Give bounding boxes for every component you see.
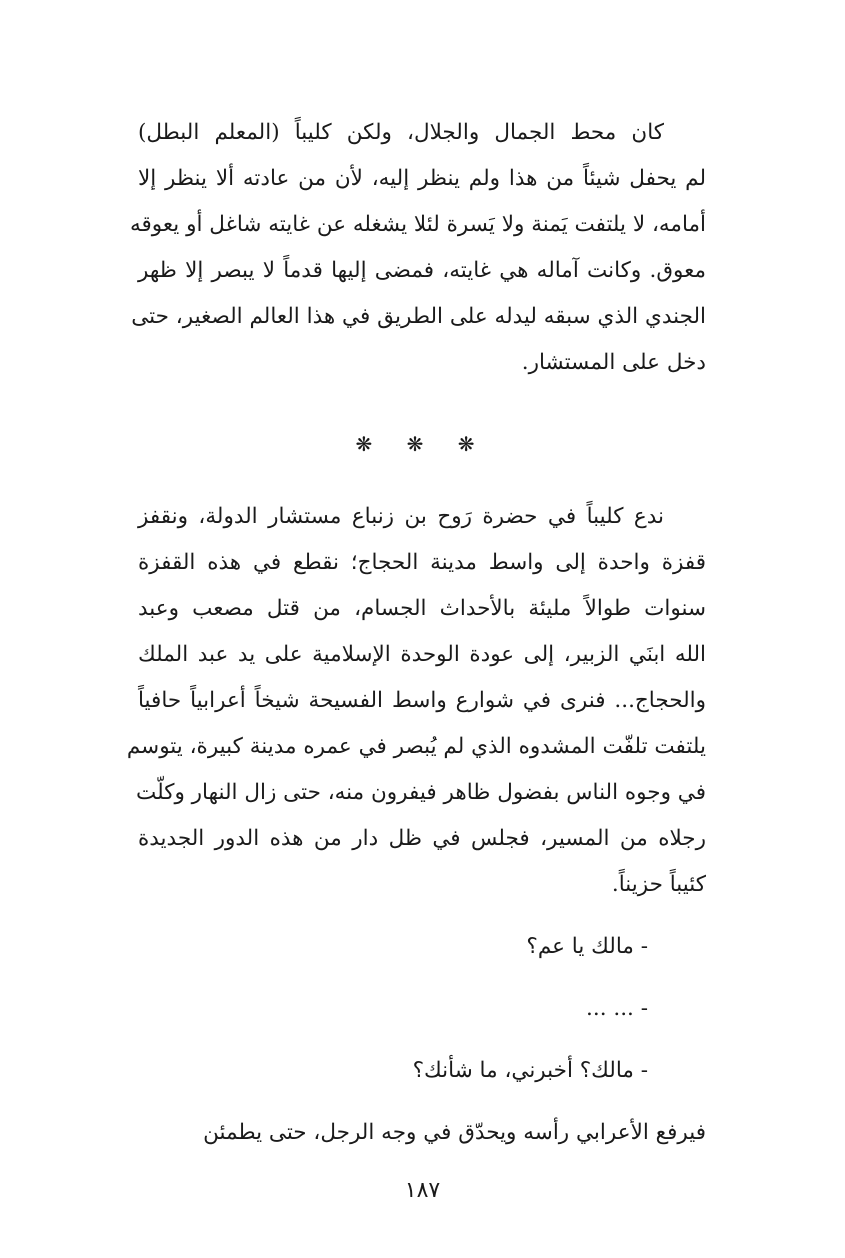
text-line: ندع كليباً في حضرة رَوح بن زنباع مستشار الدولة، ونقفز <box>138 504 664 529</box>
text-line: دخل على المستشار. <box>521 350 706 375</box>
text-line: فيرفع الأعرابي رأسه ويحدّق في وجه الرجل، حتى يطمئن <box>203 1120 706 1145</box>
text-line: لم يحفل شيئاً من هذا ولم ينظر إليه، لأن من عادته ألا ينظر إلا <box>138 166 706 191</box>
dialogue-line-2: - ... ... <box>586 996 648 1021</box>
paragraph-2 <box>126 494 706 908</box>
dialogue-line-3: - مالك؟ أخبرني، ما شأنك؟ <box>412 1058 648 1083</box>
text-line: الله ابنَي الزبير، إلى عودة الوحدة الإسلامية على يد عبد الملك <box>138 642 706 667</box>
book-page <box>126 110 706 1156</box>
page-number: ١٨٧ <box>404 1178 441 1203</box>
text-line: رجلاه من المسير، فجلس في ظل دار من هذه الدور الجديدة <box>138 826 706 851</box>
text-line: والحجاج... فنرى في شوارع واسط الفسيحة شيخاً أعرابياً حافياً <box>138 688 706 713</box>
text-line: يلتفت تلفّت المشدوه الذي لم يُبصر في عمره مدينة كبيرة، يتوسم <box>126 734 706 759</box>
text-line: الجندي الذي سبقه ليدله على الطريق في هذا العالم الصغير، حتى <box>131 304 706 329</box>
text-line: في وجوه الناس بفضول ظاهر فيفرون منه، حتى زال النهار وكلّت <box>135 780 706 805</box>
text-line: كئيباً حزيناً. <box>611 872 706 897</box>
section-separator: ❋ ❋ ❋ <box>355 432 489 456</box>
paragraph-1 <box>130 110 706 386</box>
text-line: سنوات طوالاً مليئة بالأحداث الجسام، من قتل مصعب وعبد <box>138 596 706 621</box>
dialogue-line-1: - مالك يا عم؟ <box>526 934 648 959</box>
paragraph-3 <box>138 1110 706 1156</box>
text-line: معوق. وكانت آماله هي غايته، فمضى إليها قدماً لا يبصر إلا ظهر <box>138 258 706 283</box>
text-line: أمامه، لا يلتفت يَمنة ولا يَسرة لئلا يشغله عن غايته شاغل أو يعوقه <box>130 212 706 237</box>
text-line: قفزة واحدة إلى واسط مدينة الحجاج؛ نقطع في هذه القفزة <box>138 550 706 575</box>
text-line: كان محط الجمال والجلال، ولكن كليباً (المعلم البطل) <box>138 120 664 145</box>
